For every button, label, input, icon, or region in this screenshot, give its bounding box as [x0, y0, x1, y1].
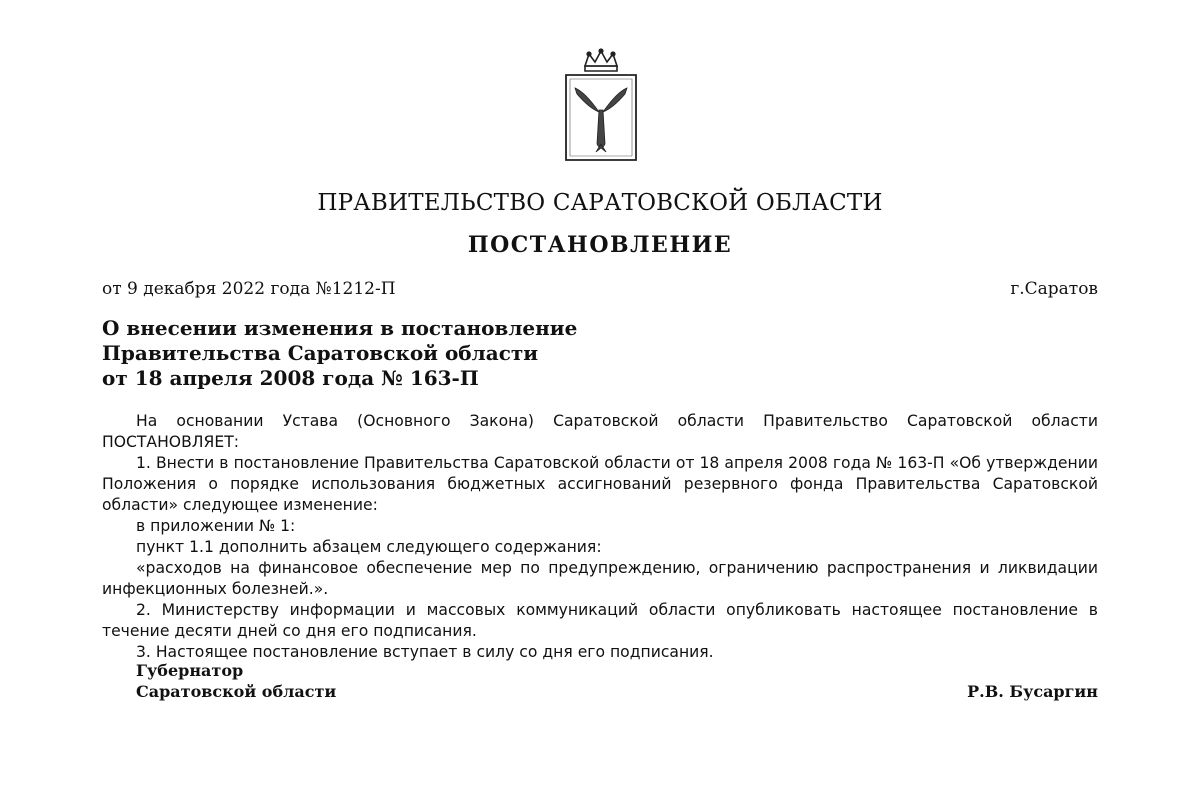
document-type: ПОСТАНОВЛЕНИЕ	[467, 232, 733, 258]
subject-line: О внесении изменения в постановление	[102, 316, 578, 340]
document-body	[102, 411, 1098, 663]
document-subject	[102, 316, 577, 391]
subject-line: от 18 апреля 2008 года № 163-П	[102, 366, 479, 390]
body-paragraph: 2. Министерству информации и массовых коммуникаций области опубликовать настоящее постановление в течение десяти дней со дня его подписания.	[102, 601, 1098, 640]
body-paragraph: 1. Внести в постановление Правительства Саратовской области от 18 апреля 2008 года № 163-П «Об утверждении Положения о порядке использования бюджетных ассигнований резервного фонда Правительства Саратовской области» следующее изменение:	[102, 454, 1098, 514]
body-paragraph: в приложении № 1:	[136, 517, 296, 535]
government-title: ПРАВИТЕЛЬСТВО САРАТОВСКОЙ ОБЛАСТИ	[317, 190, 883, 216]
body-paragraph: На основании Устава (Основного Закона) Саратовской области Правительство Саратовской области ПОСТАНОВЛЯЕТ:	[102, 412, 1098, 451]
body-paragraph: пункт 1.1 дополнить абзацем следующего содержания:	[136, 538, 602, 556]
city: г.Саратов	[1010, 279, 1098, 299]
body-paragraph: «расходов на финансовое обеспечение мер по предупреждению, ограничению распространения и ликвидации инфекционных болезней.».	[102, 559, 1098, 598]
body-paragraph: 3. Настоящее постановление вступает в силу со дня его подписания.	[136, 643, 714, 661]
position-line: Губернатор	[136, 661, 244, 680]
subject-line: Правительства Саратовской области	[102, 341, 539, 365]
position-line: Саратовской области	[136, 682, 337, 701]
coat-of-arms-icon	[563, 48, 639, 166]
signatory-position	[136, 660, 336, 702]
date-number: от 9 декабря 2022 года №1212-П	[102, 279, 396, 299]
signatory-name: Р.В. Бусаргин	[967, 682, 1098, 701]
